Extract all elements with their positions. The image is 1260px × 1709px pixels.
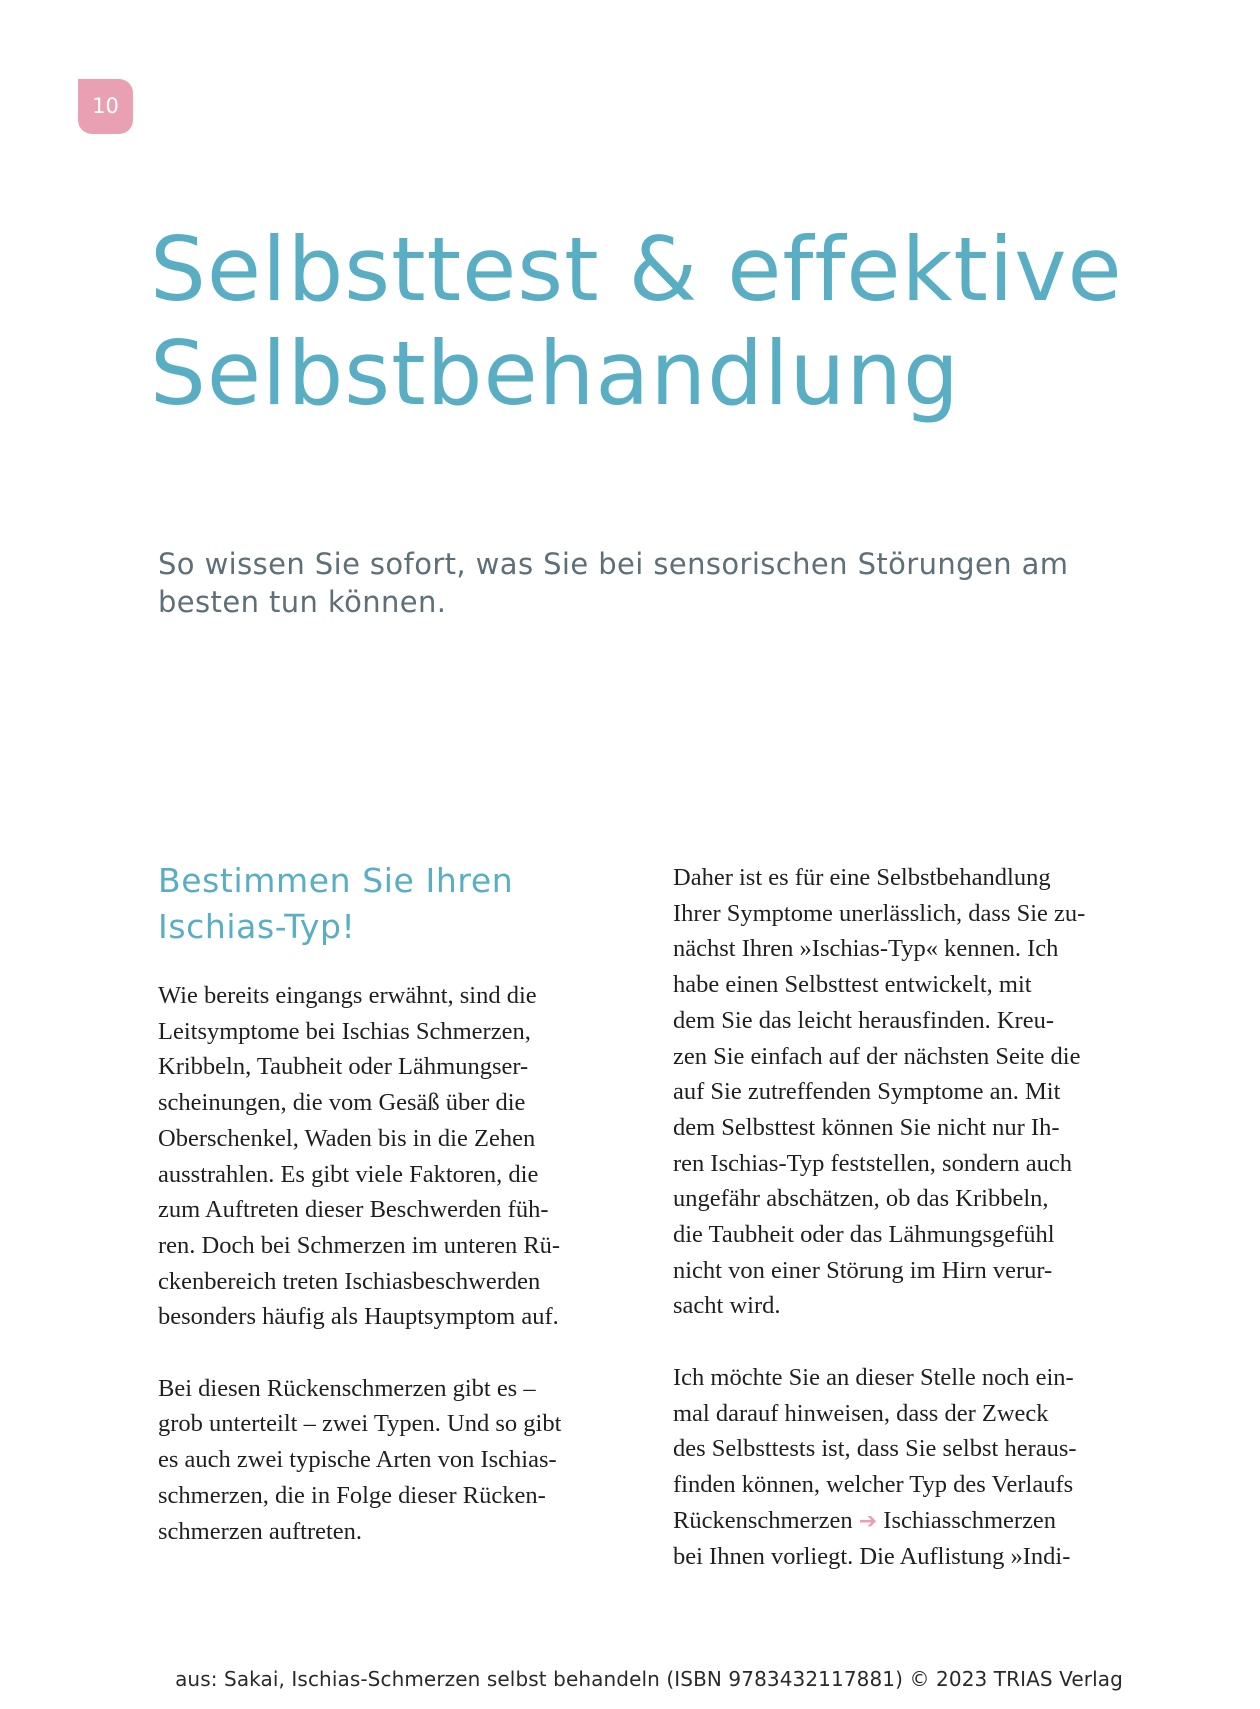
page-subtitle: [158, 545, 1118, 621]
text-line: Kribbeln, Taubheit oder Lähmungser-: [158, 1053, 529, 1081]
text-line: finden können, welcher Typ des Verlaufs: [673, 1470, 1074, 1498]
text-line: scheinungen, die vom Gesäß über die: [158, 1089, 526, 1117]
text-line: habe einen Selbsttest entwickelt, mit: [673, 971, 1032, 999]
text-line: sacht wird.: [673, 1292, 781, 1320]
text-line: Leitsymptome bei Ischias Schmerzen,: [158, 1017, 531, 1045]
text-line: dem Sie das leicht herausfinden. Kreu-: [673, 1006, 1054, 1034]
left-column: [158, 858, 658, 1585]
page-title-line-2: Selbstbehandlung: [150, 322, 960, 425]
text-line: mal darauf hinweisen, dass der Zweck: [673, 1399, 1049, 1427]
text-line: Ihrer Symptome unerlässlich, dass Sie zu-: [673, 899, 1086, 927]
text-line: dem Selbsttest können Sie nicht nur Ih-: [673, 1113, 1060, 1141]
text-line: des Selbsttests ist, dass Sie selbst heraus-: [673, 1435, 1077, 1463]
text-line: nächst Ihren »Ischias-Typ« kennen. Ich: [673, 935, 1059, 963]
source-footer: aus: Sakai, Ischias-Schmerzen selbst behandeln (ISBN 9783432117881) © 2023 TRIAS Verlag: [175, 1667, 1123, 1691]
text-line: zen Sie einfach auf der nächsten Seite die: [673, 1042, 1081, 1070]
text-line: zum Auftreten dieser Beschwerden füh-: [158, 1196, 549, 1224]
left-paragraph-1: [158, 978, 658, 1335]
page-title: [150, 218, 1150, 426]
arrow-line-after: Ischiasschmerzen: [883, 1506, 1057, 1534]
text-line: Daher ist es für eine Selbstbehandlung: [673, 864, 1051, 891]
right-paragraph-2: [673, 1360, 1173, 1575]
arrow-line-before: Rückenschmerzen: [673, 1506, 853, 1534]
text-line: ckenbereich treten Ischiasbeschwerden: [158, 1267, 541, 1295]
text-line: schmerzen, die in Folge dieser Rücken-: [158, 1481, 546, 1509]
text-line: ren Ischias-Typ feststellen, sondern auch: [673, 1149, 1072, 1177]
text-line: Bei diesen Rückenschmerzen gibt es –: [158, 1374, 536, 1402]
text-line: bei Ihnen vorliegt. Die Auflistung »Indi-: [673, 1543, 1071, 1571]
text-line: es auch zwei typische Arten von Ischias-: [158, 1446, 557, 1474]
text-line: ausstrahlen. Es gibt viele Faktoren, die: [158, 1160, 539, 1188]
page-subtitle-line-2: besten tun können.: [158, 585, 447, 619]
arrow-right-icon: ➔: [858, 1508, 878, 1534]
text-line: nicht von einer Störung im Hirn verur-: [673, 1256, 1053, 1284]
right-column: [673, 858, 1173, 1611]
section-heading-line-1: Bestimmen Sie Ihren: [158, 861, 514, 900]
section-heading: [158, 858, 658, 950]
page-title-line-1: Selbsttest & effektive: [150, 218, 1123, 321]
text-line: die Taubheit oder das Lähmungsgefühl: [673, 1221, 1055, 1249]
text-line: auf Sie zutreffenden Symptome an. Mit: [673, 1078, 1061, 1106]
left-paragraph-2: [158, 1371, 658, 1550]
text-line: ren. Doch bei Schmerzen im unteren Rü-: [158, 1231, 561, 1259]
text-line: Wie bereits eingangs erwähnt, sind die: [158, 982, 537, 1009]
page-number-badge: 10: [78, 79, 133, 134]
text-line-with-arrow: [673, 1503, 1173, 1540]
text-line: schmerzen auftreten.: [158, 1517, 363, 1545]
text-line: Oberschenkel, Waden bis in die Zehen: [158, 1124, 536, 1152]
text-line: grob unterteilt – zwei Typen. Und so gibt: [158, 1410, 562, 1438]
page-subtitle-line-1: So wissen Sie sofort, was Sie bei sensorischen Störungen am: [158, 547, 1069, 581]
section-heading-line-2: Ischias-Typ!: [158, 907, 356, 946]
right-paragraph-1: [673, 860, 1173, 1324]
text-line: ungefähr abschätzen, ob das Kribbeln,: [673, 1185, 1049, 1213]
text-line: Ich möchte Sie an dieser Stelle noch ein-: [673, 1363, 1074, 1391]
text-line: besonders häufig als Hauptsymptom auf.: [158, 1303, 559, 1331]
